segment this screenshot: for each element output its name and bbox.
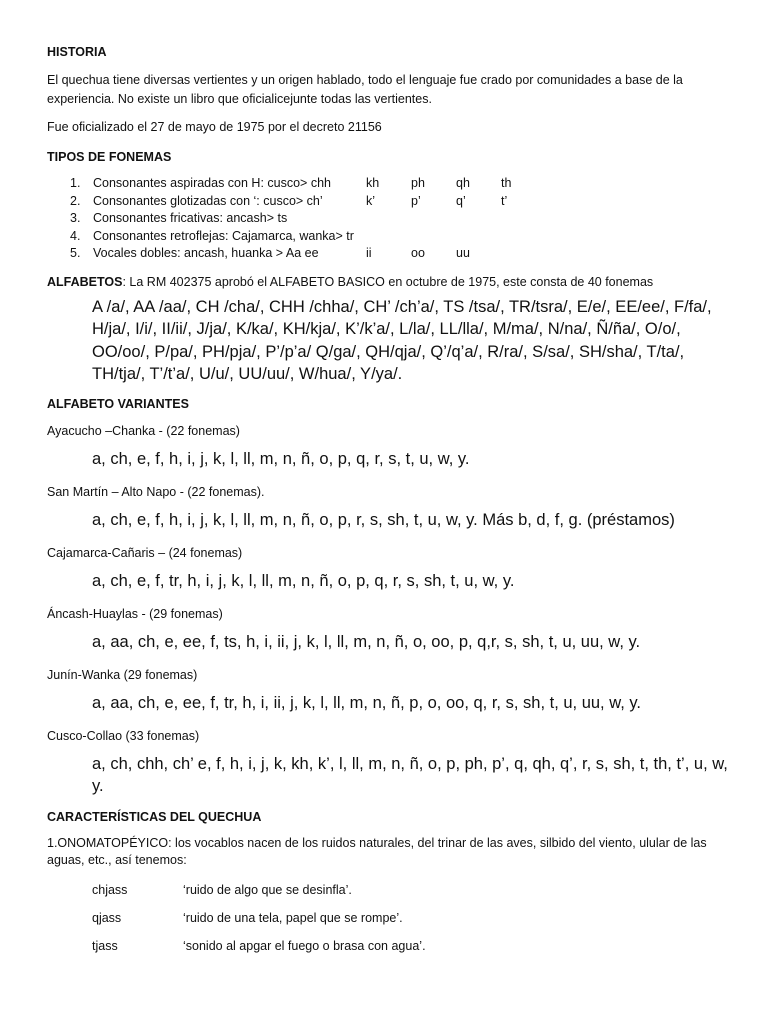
variantes-heading: ALFABETO VARIANTES [47, 396, 189, 411]
tipos-item-desc: Vocales dobles: ancash, huanka > Aa ee [93, 246, 319, 260]
variant-letters: a, ch, e, f, tr, h, i, j, k, l, ll, m, n, ñ, o, p, q, r, s, sh, t, u, w, y. [92, 571, 515, 590]
variant-letters: a, ch, e, f, h, i, j, k, l, ll, m, n, ñ, o, p, q, r, s, t, u, w, y. [92, 449, 470, 468]
tipos-item-col: th [501, 176, 512, 190]
caracteristicas-heading: CARACTERÍSTICAS DEL QUECHUA [47, 809, 262, 824]
tipos-item [70, 245, 737, 263]
variant-label: Cajamarca-Cañaris – (24 fonemas) [47, 545, 243, 560]
example-word: qjass [92, 910, 122, 925]
alfabetos-text: : La RM 402375 aprobó el ALFABETO BASICO en octubre de 1975, este consta de 40 fonemas [122, 274, 654, 289]
example-row [92, 881, 737, 900]
variant-label: Cusco-Collao (33 fonemas) [47, 728, 200, 743]
example-row [92, 909, 737, 928]
tipos-item-col: kh [366, 176, 380, 190]
onomatopeyico-paragraph [47, 835, 737, 869]
variant-letters: a, aa, ch, e, ee, f, tr, h, i, ii, j, k, l, ll, m, n, ñ, p, o, oo, q, r, s, sh, t, u, uu, w, y. [92, 693, 642, 712]
variant-letters: a, aa, ch, e, ee, f, ts, h, i, ii, j, k, l, ll, m, n, ñ, o, oo, p, q,r, s, sh, t, u, uu, w, y. [92, 632, 641, 651]
tipos-item-number: 5. [70, 246, 81, 260]
variant-letters: a, ch, chh, ch’ e, f, h, i, j, k, kh, k’, l, ll, m, n, ñ, o, p, ph, p’, q, qh, q’, r, s, sh, t, th, t’, u, w, y. [92, 754, 728, 795]
document-page [47, 44, 737, 965]
tipos-item [70, 175, 737, 193]
tipos-item-col: p’ [411, 193, 421, 208]
onomatopeyico-text: : los vocablos nacen de los ruidos naturales, del trinar de las aves, silbido del viento, ulular de las aguas, etc., así tenemos: [47, 835, 707, 867]
examples-list [92, 881, 737, 956]
variant-letters: a, ch, e, f, h, i, j, k, l, ll, m, n, ñ, o, p, r, s, sh, t, u, w, y. Más b, d, f, g. (préstamos) [92, 510, 675, 529]
historia-paragraph-1: El quechua tiene diversas vertientes y un origen hablado, todo el lenguaje fue crado por comunidades a base de la experiencia. No existe un libro que oficialicejunte todas las vertientes. [47, 73, 683, 106]
example-row [92, 937, 737, 956]
tipos-item-col: k’ [366, 193, 376, 208]
tipos-item-col: uu [456, 246, 470, 260]
tipos-heading: TIPOS DE FONEMAS [47, 150, 172, 164]
variant-label: San Martín – Alto Napo - (22 fonemas). [47, 484, 265, 499]
tipos-item [70, 210, 737, 228]
tipos-item-col: ph [411, 176, 425, 190]
tipos-item-col: qh [456, 176, 470, 190]
historia-heading: HISTORIA [47, 45, 107, 59]
variant-label: Junín-Wanka (29 fonemas) [47, 667, 198, 682]
tipos-item-desc: Consonantes retroflejas: Cajamarca, wanka> tr [93, 228, 354, 243]
alfabetos-paragraph [47, 273, 737, 292]
variant-label: Ayacucho –Chanka - (22 fonemas) [47, 423, 240, 438]
tipos-item-desc: Consonantes aspiradas con H: cusco> chh [93, 176, 331, 190]
example-word: chjass [92, 882, 128, 897]
example-meaning: ‘sonido al apgar el fuego o brasa con agua’. [183, 938, 426, 953]
tipos-item-desc: Consonantes fricativas: ancash> ts [93, 211, 288, 225]
alfabeto-basico-letters: A /a/, AA /aa/, CH /cha/, CHH /chha/, CH’ /ch’a/, TS /tsa/, TR/tsra/, E/e/, EE/ee/, F/fa/, H/ja/, I/i/, II/ii/, J/ja/, K/ka/, KH/kja/, K’/k’a/, L/la/, LL/lla/, M/ma/, N/na/, Ñ/ña/, O/o/, OO/oo/, P/pa/, PH/pja/, P’/p’a/ Q/ga/, QH/qja/, Q’/q’a/, R/ra/, S/sa/, SH/sha/, T/ta/, TH/tja/, T’/t’a/, U/u/, UU/uu/, W/hua/, Y/ya/. [92, 297, 712, 383]
example-word: tjass [92, 938, 118, 953]
example-meaning: ‘ruido de una tela, papel que se rompe’. [183, 910, 403, 925]
example-meaning: ‘ruido de algo que se desinfla’. [183, 882, 352, 897]
tipos-item [70, 228, 737, 246]
tipos-item [70, 193, 737, 211]
variant-label: Áncash-Huaylas - (29 fonemas) [47, 606, 223, 621]
tipos-item-number: 4. [70, 228, 81, 243]
tipos-list [47, 175, 737, 263]
tipos-item-desc: Consonantes glotizadas con ‘: cusco> ch’ [93, 193, 323, 208]
historia-paragraph-2: Fue oficializado el 27 de mayo de 1975 por el decreto 21156 [47, 120, 382, 134]
tipos-item-col: t’ [501, 193, 508, 208]
onomatopeyico-label: 1.ONOMATOPÉYICO [47, 835, 169, 850]
tipos-item-number: 2. [70, 193, 81, 208]
tipos-item-number: 3. [70, 211, 81, 225]
alfabetos-label: ALFABETOS [47, 274, 123, 289]
tipos-item-col: ii [366, 246, 372, 260]
tipos-item-col: oo [411, 246, 425, 260]
tipos-item-number: 1. [70, 176, 81, 190]
tipos-item-col: q’ [456, 193, 466, 208]
